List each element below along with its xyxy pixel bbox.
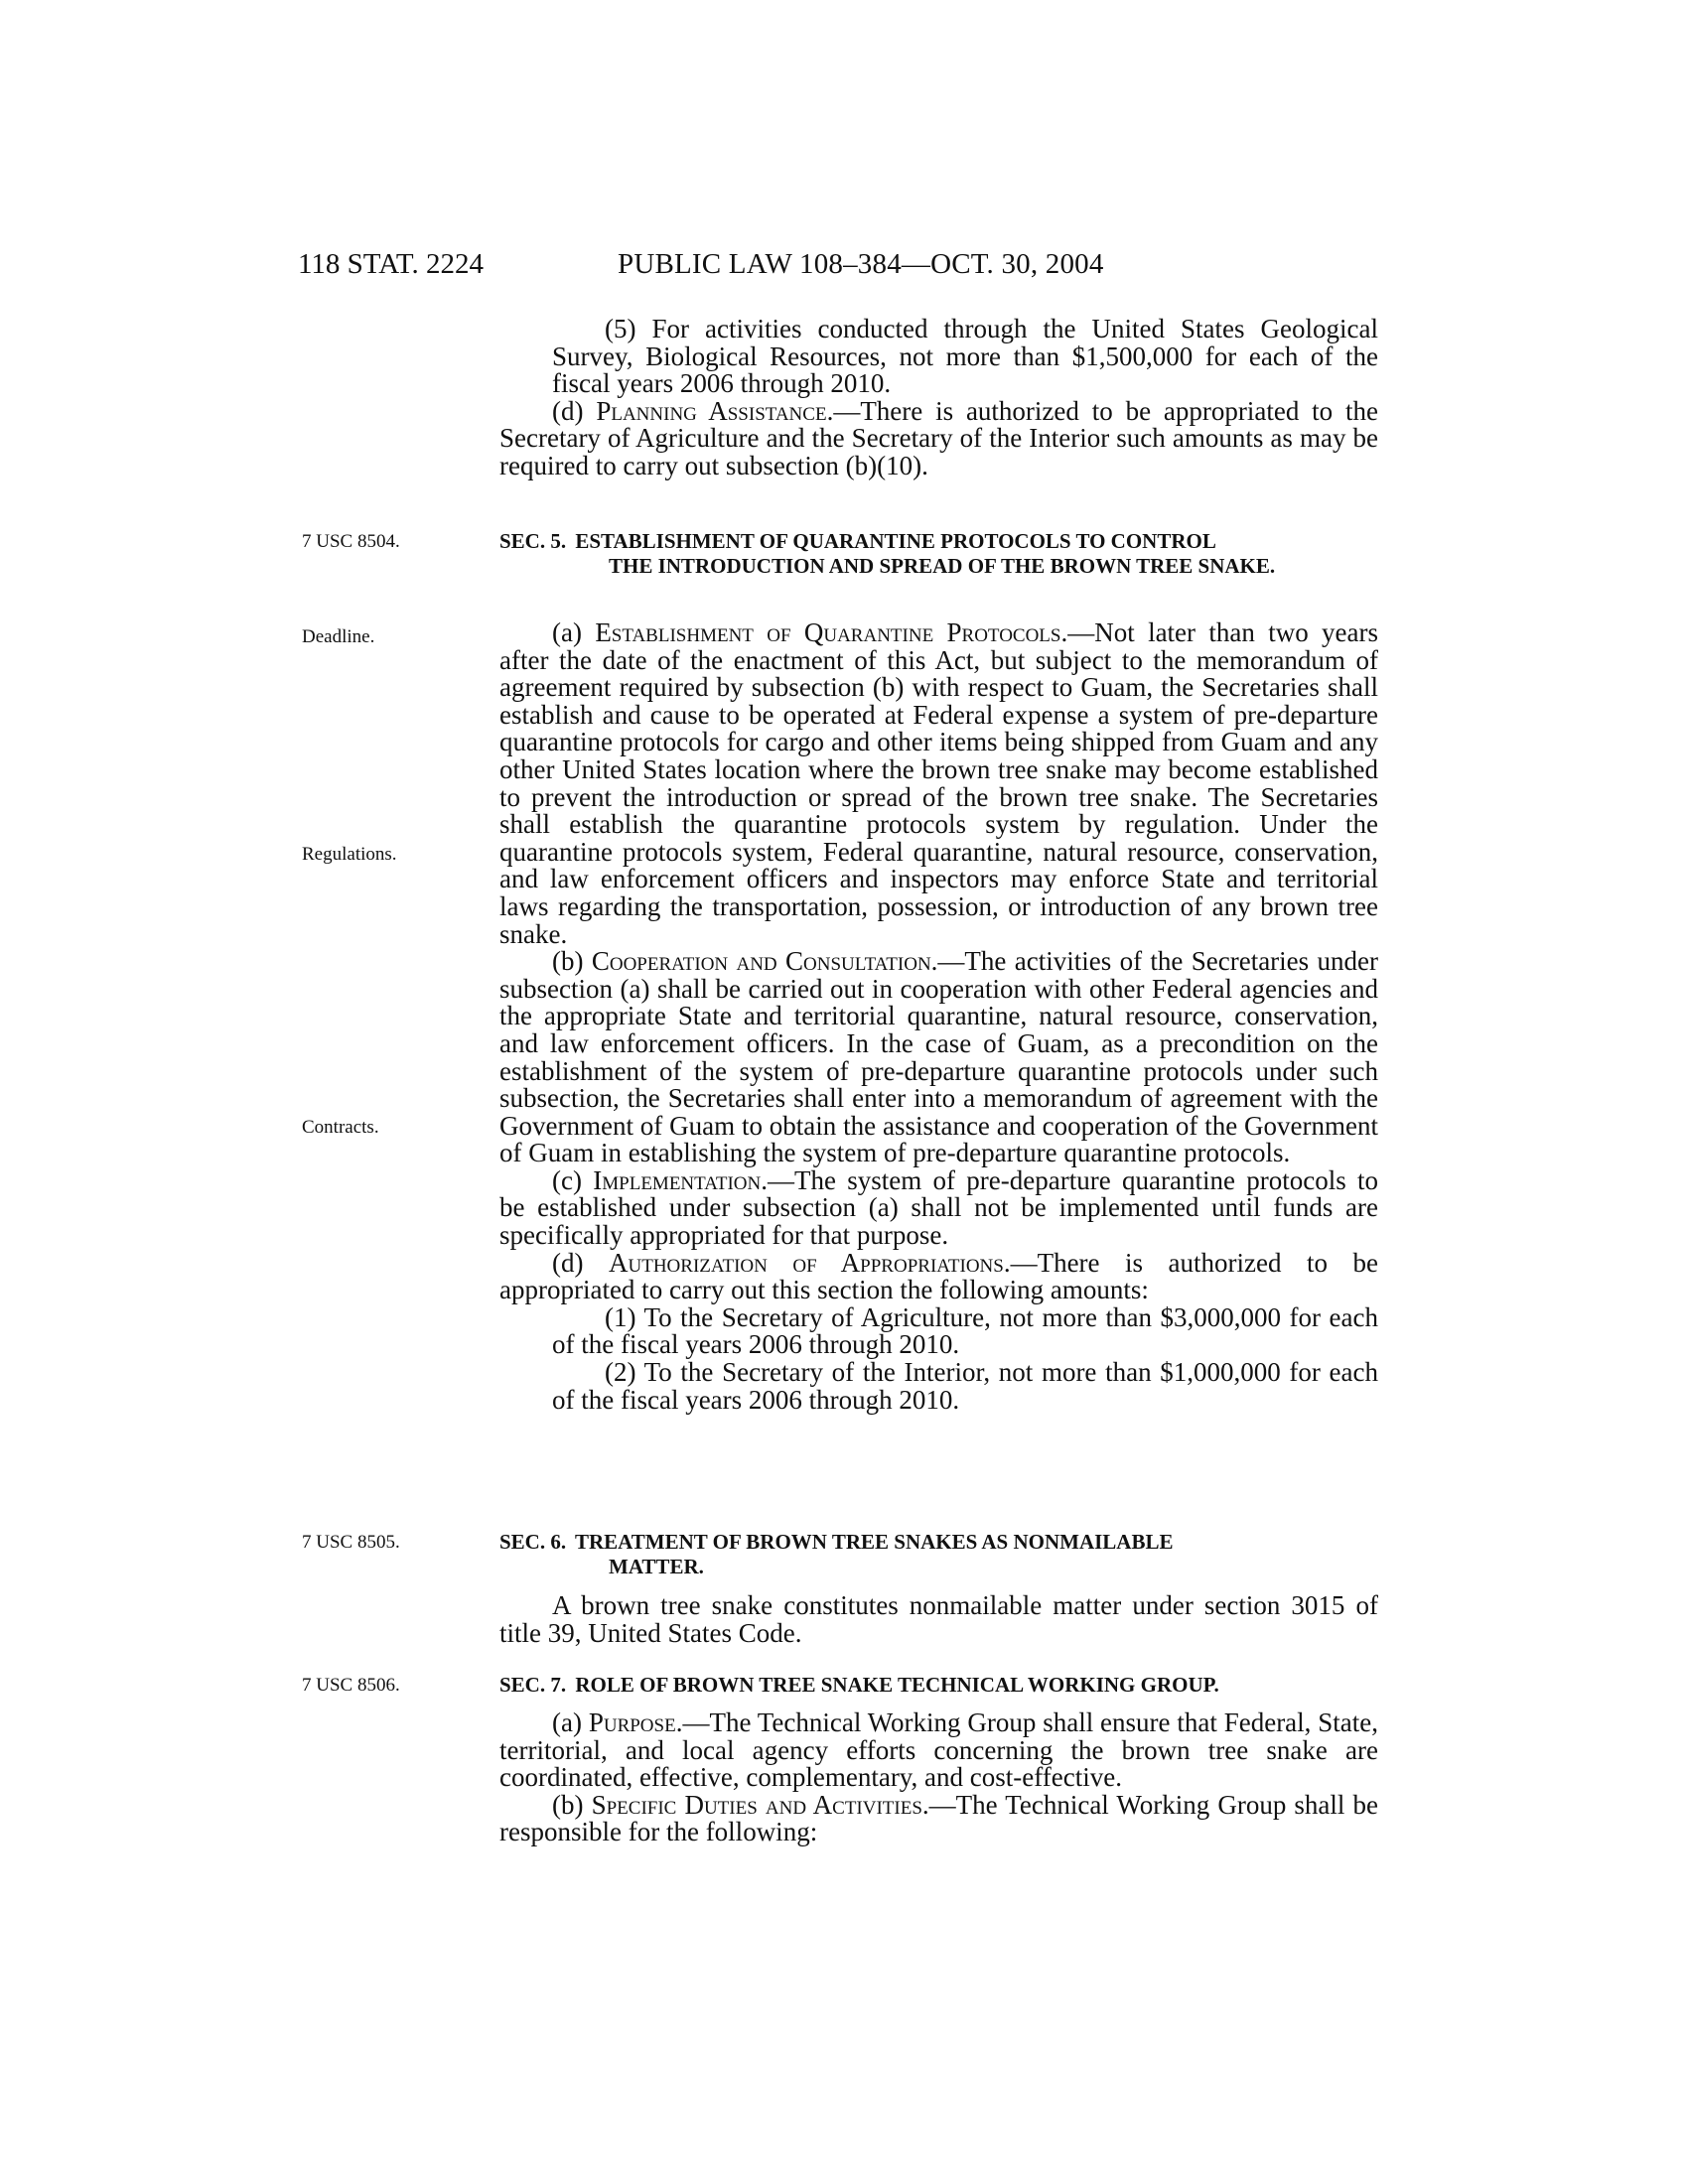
subsection-c-implementation (499, 1164, 1379, 1251)
section-4-continuation (499, 316, 1378, 480)
section-5-body (499, 619, 1378, 1414)
subsection-heading: Purpose (588, 1707, 676, 1737)
section-5-heading (499, 529, 1378, 579)
section-title-line1: TREATMENT OF BROWN TREE SNAKES AS NONMAILABLE (574, 1530, 1174, 1554)
subsection-label: (a) (552, 1707, 589, 1737)
subsection-text: .—The Technical Working Group shall be responsible for the following: (499, 1789, 1379, 1847)
subsection-d-planning-assistance (499, 395, 1378, 480)
margin-note-deadline: Deadline. (302, 626, 375, 647)
subsection-label: (b) (552, 946, 592, 977)
subsection-heading: Planning Assistance (596, 395, 827, 426)
margin-note-usc-8505: 7 USC 8505. (302, 1532, 400, 1553)
subsection-heading: Implementation (593, 1164, 762, 1195)
subsection-a-purpose (499, 1709, 1378, 1792)
section-title-continued: MATTER. (609, 1555, 704, 1578)
section-6-text: A brown tree snake constitutes nonmailable matter under section 3015 of title 39, United States Code. (499, 1590, 1378, 1648)
subsection-heading: Cooperation and Consultation (591, 946, 931, 977)
subsection-text: .—There is authorized to be appropriated to carry out this section the following amounts: (499, 1247, 1378, 1305)
paragraph-item-1: (1) To the Secretary of Agriculture, not more than $3,000,000 for each of the fiscal years 2006 through 2010. (552, 1301, 1378, 1360)
paragraph-item-5: (5) For activities conducted through the United States Geological Survey, Biological Resources, not more than $1,500,000 for each of the fiscal years 2006 through 2010. (552, 314, 1378, 399)
section-6-body (499, 1592, 1378, 1647)
section-title-continued: THE INTRODUCTION AND SPREAD OF THE BROWN TREE SNAKE. (609, 554, 1276, 578)
subsection-heading: Specific Duties and Activities (591, 1789, 922, 1820)
margin-note-contracts: Contracts. (302, 1117, 379, 1138)
subsection-label: (b) (552, 1789, 592, 1820)
subsection-text: .—Not later than two years after the date of the enactment of this Act, but subject to the memorandum of agreement required by subsection (b) with respect to Guam, the Secretaries shall establish and cause to be operated at Federal expense a system of pre-departure quarantine protocols for cargo and other items being shipped from Guam and any other United States location where the brown tree snake may become established to prevent the introduction or spread of the brown tree snake. The Secretaries shall establish the quarantine protocols system by regulation. Under the quarantine protocols system, Federal quarantine, natural resource, conservation, and law enforcement officers and inspectors may enforce State and territorial laws regarding the transportation, possession, or introduction of any brown tree snake. (499, 617, 1378, 949)
subsection-b-cooperation (499, 948, 1378, 1167)
section-7-body (499, 1709, 1378, 1846)
stat-page-number: 118 STAT. 2224 (298, 248, 484, 280)
subsection-a-establishment (499, 619, 1378, 948)
section-number: SEC. 6. (499, 1530, 567, 1554)
subsection-text: .—The system of pre-departure quarantine protocols to be established under subsection (a) shall not be implemented until funds are specifically appropriated for that purpose. (499, 1164, 1379, 1251)
subsection-text: .—There is authorized to be appropriated to the Secretary of Agriculture and the Secretary of the Interior such amounts as may be required to carry out subsection (b)(10). (499, 395, 1378, 480)
subsection-text: .—The activities of the Secretaries under subsection (a) shall be carried out in cooperation with other Federal agencies and the appropriate State and territorial quarantine, natural resource, conservation, and law enforcement officers. In the case of Guam, as a precondition on the establishment of the system of pre-departure quarantine protocols under such subsection, the Secretaries shall enter into a memorandum of agreement with the Government of Guam to obtain the assistance and cooperation of the Government of Guam in establishing the system of pre-departure quarantine protocols. (499, 946, 1378, 1168)
subsection-text: .—The Technical Working Group shall ensure that Federal, State, territorial, and local agency efforts concerning the brown tree snake are coordinated, effective, complementary, and cost-effective. (499, 1707, 1379, 1793)
margin-note-regulations: Regulations. (302, 844, 397, 865)
subsection-label: (a) (552, 617, 596, 647)
subsection-heading: Establishment of Quarantine Protocols (595, 617, 1061, 647)
section-title-line1: ESTABLISHMENT OF QUARANTINE PROTOCOLS TO CONTROL (575, 529, 1216, 553)
margin-note-usc-8504: 7 USC 8504. (302, 531, 400, 552)
subsection-d-authorization (499, 1247, 1378, 1305)
margin-note-usc-8506: 7 USC 8506. (302, 1675, 400, 1696)
section-number: SEC. 7. (499, 1673, 567, 1697)
subsection-b-specific-duties (499, 1789, 1379, 1847)
subsection-label: (c) (552, 1164, 594, 1195)
subsection-heading: Authorization of Appropriations (609, 1247, 1004, 1278)
subsection-label: (d) (552, 395, 597, 426)
public-law-title: PUBLIC LAW 108–384—OCT. 30, 2004 (618, 248, 1104, 280)
running-header (298, 246, 1378, 286)
section-number: SEC. 5. (499, 529, 567, 553)
section-6-heading (499, 1530, 1378, 1579)
section-7-heading (499, 1673, 1378, 1698)
subsection-label: (d) (552, 1247, 609, 1278)
section-title: ROLE OF BROWN TREE SNAKE TECHNICAL WORKING GROUP. (575, 1673, 1219, 1697)
paragraph-item-2: (2) To the Secretary of the Interior, not more than $1,000,000 for each of the fiscal years 2006 through 2010. (552, 1357, 1378, 1415)
